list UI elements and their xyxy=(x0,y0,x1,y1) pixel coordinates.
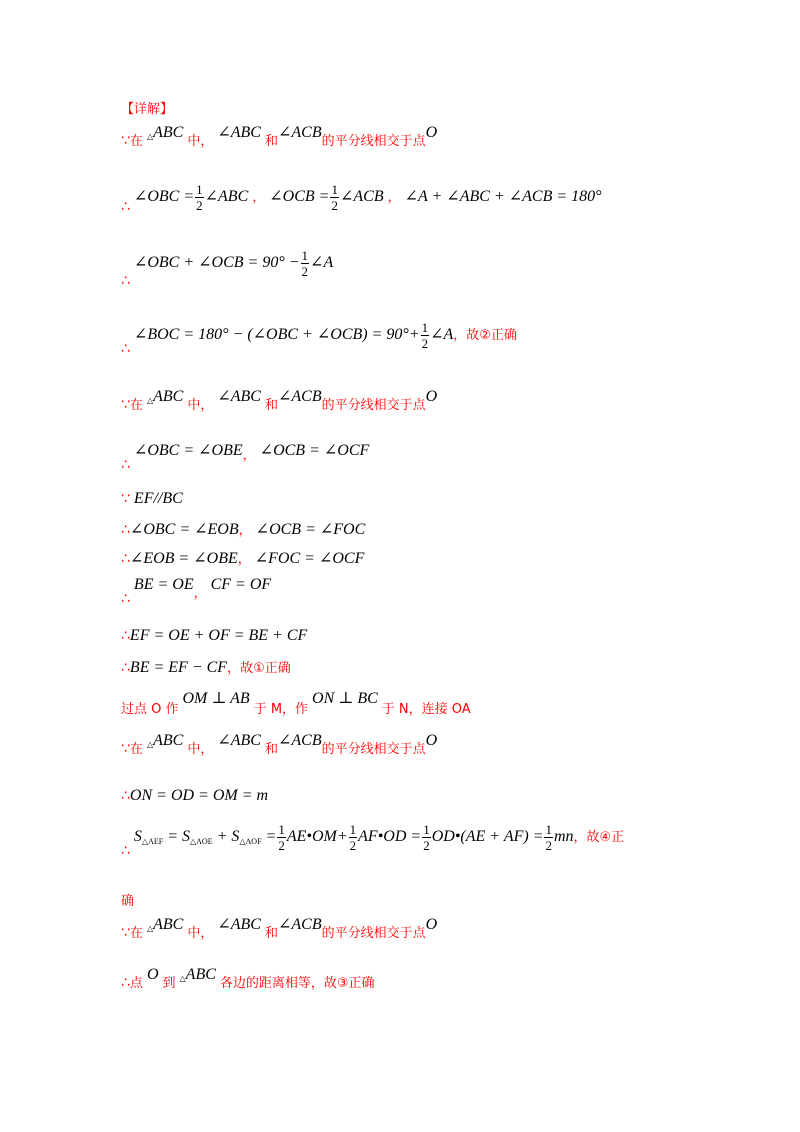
line-ef-sum: ∴EF = OE + OF = BE + CF xyxy=(121,627,308,644)
fraction-half: $\frac{1}{2}$ xyxy=(423,822,430,853)
line-angle-bisector-2: ∵在 △ABC 中， ∠ABC 和∠ACB的平分线相交于点O xyxy=(121,388,438,413)
fraction-half: $\frac{1}{2}$ xyxy=(331,182,338,213)
line-alternate-angles: ∴∠OBC = ∠EOB， ∠OCB = ∠FOC xyxy=(121,521,366,538)
fraction-half: $\frac{1}{2}$ xyxy=(349,822,357,853)
fraction-half: $\frac{1}{2}$ xyxy=(421,320,429,351)
line-angle-bisector-4: ∵在 △ABC 中， ∠ABC 和∠ACB的平分线相交于点O xyxy=(121,916,438,941)
fraction-half: $\frac{1}{2}$ xyxy=(196,182,203,213)
therefore-symbol: ∴ xyxy=(121,199,130,216)
line-angle-bisector-1: ∵在 △ABC 中， ∠ABC 和∠ACB的平分线相交于点O xyxy=(121,124,438,149)
fraction-half: $\frac{1}{2}$ xyxy=(278,822,285,853)
line-equal-angles: ∴∠EOB = ∠OBE， ∠FOC = ∠OCF xyxy=(121,550,365,567)
line-final-conclusion: ∴点 O 到 △ABC 各边的距离相等，故③正确 xyxy=(121,966,375,991)
line-sum-angles: ∴ ∠OBC + ∠OCB = 90° − $\frac{1}{2}$ ∠A xyxy=(121,248,334,290)
line-boc: ∴ ∠BOC = 180° − (∠OBC + ∠OCB) = 90°+ $\frac{1}{2}$ ∠A，故②正确 xyxy=(121,320,517,358)
line-construction: $_{过点 O 作}$ OM ⊥ AB $_{于 M,作}$ ON ⊥ BC $_{于 N,连接 OA}$ xyxy=(121,690,471,717)
line-equal-distances: ∴ON = OD = OM = m xyxy=(121,787,269,804)
line-be-conclusion: ∴BE = EF − CF，故①正确 xyxy=(121,659,291,676)
line-angle-bisector-3: ∵在 △ABC 中， ∠ABC 和∠ACB的平分线相交于点O xyxy=(121,732,438,757)
heading: 【详解】 xyxy=(121,102,174,117)
line-area-wrap: 确 xyxy=(121,894,135,909)
line-ef-parallel-bc: ∵ EF//BC xyxy=(121,490,183,507)
because-symbol: ∵ xyxy=(121,133,130,149)
fraction-half: $\frac{1}{2}$ xyxy=(301,248,309,279)
line-area: ∴ $S_{\triangle AEF} = S_{\triangle AOE} + S_{\triangle AOF}$ = $\frac{1}{2}$ AE•OM+ $\frac{1}{2}$ AF•OD = $\frac{1}{2}$ OD•(AE + AF) = $\frac{1}{2}$ mn，故④正 xyxy=(121,822,625,860)
line-half-angles: ∴ ∠OBC = $\frac{1}{2}$ ∠ABC ， ∠OCB = $\frac{1}{2}$ ∠ACB ， ∠A + ∠ABC + ∠ACB = 180° xyxy=(121,182,602,216)
line-obe-ocf: ∴ ∠OBC = ∠OBE， ∠OCB = ∠OCF xyxy=(121,442,370,473)
line-be-oe-cf-of: ∴ BE = $OE_,$ CF = OF xyxy=(121,576,272,607)
fraction-half: $\frac{1}{2}$ xyxy=(545,822,552,853)
triangle-symbol: △ xyxy=(146,132,154,141)
